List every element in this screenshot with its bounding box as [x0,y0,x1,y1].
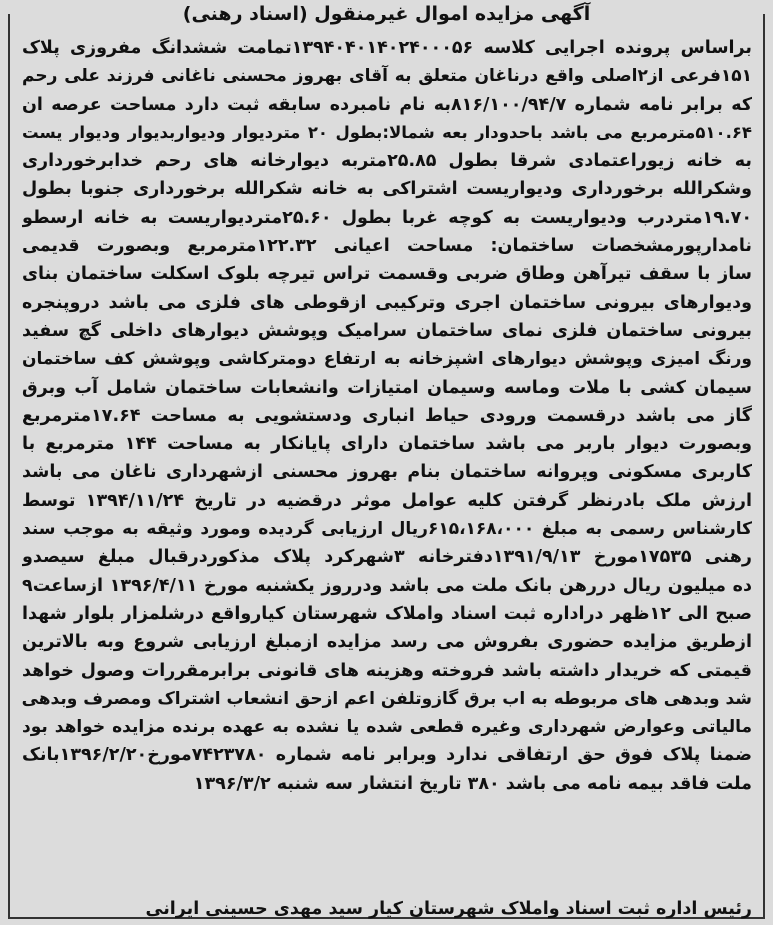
notice-line: ۱۹.۷۰متردرب ودیواریست به کوچه غربا بطول ۲۵.۶۰متردیواریست به خانه ارسطو [22,207,752,228]
notice-line: ورنگ امیزی وپوشش دیوارهای اشپزخانه به ارتفاع دومترکاشی وپوشش کف ساختمان [22,349,752,370]
notice-line: ازطریق مزایده حضوری بفروش می رسد مزایده ازمبلغ ارزیابی شروع وبه بالاترین [22,632,752,653]
notice-body [22,34,752,798]
notice-line: بیرونی ساختمان فلزی نمای ساختمان سرامیک وپوشش دیوارهای داخلی گچ سفید [22,320,752,341]
notice-signature: رئیس اداره ثبت اسناد واملاک شهرستان کیار سید مهدی حسینی ایرانی [145,899,752,919]
notice-line: صبح الی ۱۲ظهر دراداره ثبت اسناد واملاک شهرستان کیارواقع درشلمزار بلوار شهدا [22,603,752,624]
notice-line: سیمان کشی با ملات وماسه وسیمان امتیازات وانشعابات ساختمان شامل آب وبرق [22,377,752,398]
notice-line: شد وبدهی های مربوطه به اب برق گازوتلفن اعم ازحق انشعاب اشتراک ومصرف وبدهی [22,688,752,709]
notice-line: وبصورت دیوار باربر می باشد ساختمان دارای پایانکار به مساحت ۱۴۴ مترمربع با [22,434,752,455]
notice-line: ساز با سقف تیرآهن وطاق ضربی وقسمت تراس تیرچه بلوک اسکلت ساختمان بنای [22,264,752,285]
notice-line: ۱۵۱فرعی از۲اصلی واقع درناغان متعلق به آقای بهروز محسنی ناغانی فرزند علی رحم [22,66,752,87]
notice-line: ضمنا پلاک فوق حق ارتفاقی ندارد وبرابر نامه شماره ۷۴۲۳۷۸۰مورخ۱۳۹۶/۲/۲۰بانک [22,745,752,766]
notice-line: ۵۱۰.۶۴مترمربع می باشد باحدودار بعه شمالا:بطول ۲۰ متردیوار ودیواربدیوار ودیوار یست [22,122,752,142]
notice-line: که برابر نامه شماره ۸۱۶/۱۰۰/۹۴/۷به نام نامبرده سابقه ثبت دارد مساحت عرصه ان [22,94,752,115]
notice-line: ارزش ملک بادرنظر گرفتن کلیه عوامل موثر درقضیه در تاریخ ۱۳۹۴/۱۱/۲۴ توسط [22,490,752,511]
notice-line: وشکرالله برخورداری ودیواریست اشتراکی به خانه شکرالله برخورداری جنوبا بطول [22,179,752,200]
notice-line: ده میلیون ریال دررهن بانک ملت می باشد ودرروز یکشنبه مورخ ۱۳۹۶/۴/۱۱ ازساعت۹ [22,575,752,596]
notice-line: رهنی ۱۷۵۳۵مورخ ۱۳۹۱/۹/۱۳دفترخانه ۳شهرکرد پلاک مذکوردرقبال مبلغ سیصدو [22,547,752,568]
notice-line: نامدارپورمشخصات ساختمان: مساحت اعیانی ۱۲۲.۳۲مترمربع وبصورت قدیمی [22,236,752,257]
notice-line: کاربری مسکونی وپروانه ساختمان بنام بهروز محسنی ازشهرداری ناغان می باشد [22,462,752,483]
notice-line: ودیوارهای بیرونی ساختمان اجری وترکیبی ازقوطی های فلزی می باشد دروپنجره [22,292,752,313]
notice-line: براساس پرونده اجرایی کلاسه ۱۳۹۴۰۴۰۱۴۰۲۴۰۰۰۵۶تمامت ششدانگ مفروزی پلاک [22,38,752,58]
notice-line: به خانه زیوراعتمادی شرقا بطول ۲۵.۸۵متربه دیوارخانه های رحم خدابرخورداری [22,151,752,172]
notice-line: قیمتی که خریدار داشته باشد فروخته وهزینه های قانونی برابرمقررات وصول خواهد [22,660,752,681]
notice-line: گاز می باشد درقسمت ورودی حیاط انباری ودستشویی به مساحت ۱۷.۶۴مترمربع [22,405,752,426]
notice-line: کارشناس رسمی به مبلغ ۶۱۵،۱۶۸،۰۰۰ریال ارزیابی گردیده ومورد وثیقه به موجب سند [22,519,752,540]
notice-line: مالیاتی وعوارض شهرداری وغیره قطعی شده یا نشده به عهده برنده مزایده خواهد بود [22,717,752,738]
notice-line: ملت فاقد بیمه نامه می باشد ۳۸۰ تاریخ انتشار سه شنبه ۱۳۹۶/۳/۲ [193,773,752,794]
notice-title: آگهی مزایده اموال غیرمنقول (اسناد رهنی) [182,3,591,25]
